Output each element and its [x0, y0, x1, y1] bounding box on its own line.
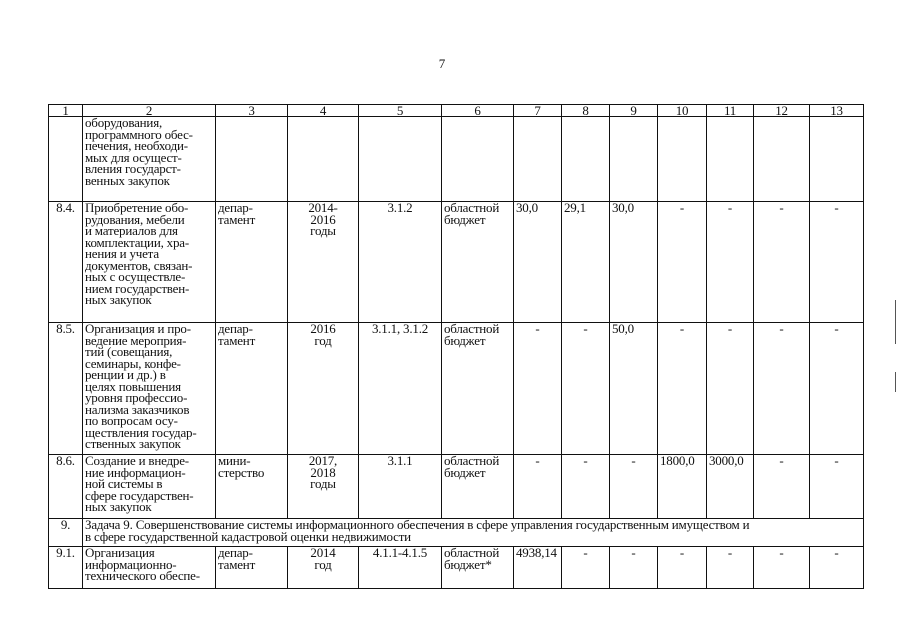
funding-amount: -	[754, 455, 810, 519]
item-funding-source	[442, 117, 514, 202]
funding-amount	[514, 117, 562, 202]
measure-row	[49, 202, 864, 323]
column-number: 7	[514, 105, 562, 117]
funding-amount: -	[658, 202, 707, 323]
funding-amount: 4938,14	[514, 547, 562, 589]
item-number: 9.1.	[49, 547, 83, 589]
funding-amount: -	[810, 547, 864, 589]
item-name: Организация информационно- технического обеспе-	[83, 547, 216, 589]
funding-amount: -	[658, 547, 707, 589]
item-funding-source: областной бюджет	[442, 323, 514, 455]
item-number: 8.4.	[49, 202, 83, 323]
item-executor: депар- тамент	[216, 202, 288, 323]
column-number: 9	[610, 105, 658, 117]
item-funding-source: областной бюджет*	[442, 547, 514, 589]
column-number: 13	[810, 105, 864, 117]
task-row	[49, 519, 864, 547]
funding-amount: -	[754, 202, 810, 323]
funding-amount	[610, 117, 658, 202]
item-indicator-link: 4.1.1-4.1.5	[359, 547, 442, 589]
column-number: 4	[288, 105, 359, 117]
item-term: 2014 год	[288, 547, 359, 589]
column-number: 11	[707, 105, 754, 117]
column-number: 8	[562, 105, 610, 117]
item-indicator-link	[359, 117, 442, 202]
item-number	[49, 117, 83, 202]
item-name: Приобретение обо- рудования, мебели и материалов для комплектации, хра- нения и учета документов, связан- ных с осуществле- нием государствен- ных закупок	[83, 202, 216, 323]
funding-amount	[562, 117, 610, 202]
funding-amount: 30,0	[514, 202, 562, 323]
funding-amount: 3000,0	[707, 455, 754, 519]
column-number: 12	[754, 105, 810, 117]
funding-amount	[707, 117, 754, 202]
funding-amount: -	[562, 455, 610, 519]
funding-amount: -	[562, 547, 610, 589]
measure-row	[49, 547, 864, 589]
item-name: Создание и внедре- ние информацион- ной системы в сфере государствен- ных закупок	[83, 455, 216, 519]
item-name: Организация и про- ведение мероприя- тий (совещания, семинары, конфе- ренции и др.) в целях повышения уровня профессио- нализма заказчиков по вопросам осу- ществления государ- ственных закупок	[83, 323, 216, 455]
funding-amount: -	[610, 455, 658, 519]
funding-amount: 1800,0	[658, 455, 707, 519]
funding-amount: -	[810, 323, 864, 455]
item-number: 8.5.	[49, 323, 83, 455]
column-number: 3	[216, 105, 288, 117]
item-term: 2014- 2016 годы	[288, 202, 359, 323]
funding-amount	[754, 117, 810, 202]
item-indicator-link: 3.1.1	[359, 455, 442, 519]
task-number: 9.	[49, 519, 83, 547]
funding-amount: -	[810, 202, 864, 323]
item-term: 2017, 2018 годы	[288, 455, 359, 519]
item-executor: депар- тамент	[216, 323, 288, 455]
item-executor: мини- стерство	[216, 455, 288, 519]
funding-amount: -	[658, 323, 707, 455]
item-number: 8.6.	[49, 455, 83, 519]
item-funding-source: областной бюджет	[442, 455, 514, 519]
column-number: 5	[359, 105, 442, 117]
funding-amount: -	[707, 202, 754, 323]
funding-amount: -	[610, 547, 658, 589]
funding-amount: -	[562, 323, 610, 455]
page-number: 7	[438, 56, 446, 71]
item-indicator-link: 3.1.2	[359, 202, 442, 323]
measure-row	[49, 455, 864, 519]
item-term: 2016 год	[288, 323, 359, 455]
item-indicator-link: 3.1.1, 3.1.2	[359, 323, 442, 455]
funding-amount	[810, 117, 864, 202]
funding-amount: -	[514, 455, 562, 519]
column-number: 6	[442, 105, 514, 117]
item-funding-source: областной бюджет	[442, 202, 514, 323]
funding-amount: -	[810, 455, 864, 519]
margin-mark	[895, 300, 896, 344]
funding-amount: -	[707, 323, 754, 455]
column-number: 1	[49, 105, 83, 117]
item-term	[288, 117, 359, 202]
column-number: 2	[83, 105, 216, 117]
measure-row	[49, 323, 864, 455]
funding-amount: -	[754, 323, 810, 455]
funding-amount	[658, 117, 707, 202]
column-number: 10	[658, 105, 707, 117]
funding-amount: 30,0	[610, 202, 658, 323]
measure-row	[49, 117, 864, 202]
column-numbers-row	[49, 105, 864, 117]
funding-amount: 50,0	[610, 323, 658, 455]
item-executor	[216, 117, 288, 202]
funding-amount: -	[707, 547, 754, 589]
item-executor: депар- тамент	[216, 547, 288, 589]
item-name: оборудования, программного обес- печения, необходи- мых для осущест- вления государст- венных закупок	[83, 117, 216, 202]
funding-amount: -	[754, 547, 810, 589]
funding-amount: 29,1	[562, 202, 610, 323]
task-title: Задача 9. Совершенствование системы информационного обеспечения в сфере управления государственным имуществом и в сфере государственной кадастровой оценки недвижимости	[83, 519, 864, 547]
margin-mark	[895, 372, 896, 392]
funding-amount: -	[514, 323, 562, 455]
measures-table	[48, 104, 864, 589]
